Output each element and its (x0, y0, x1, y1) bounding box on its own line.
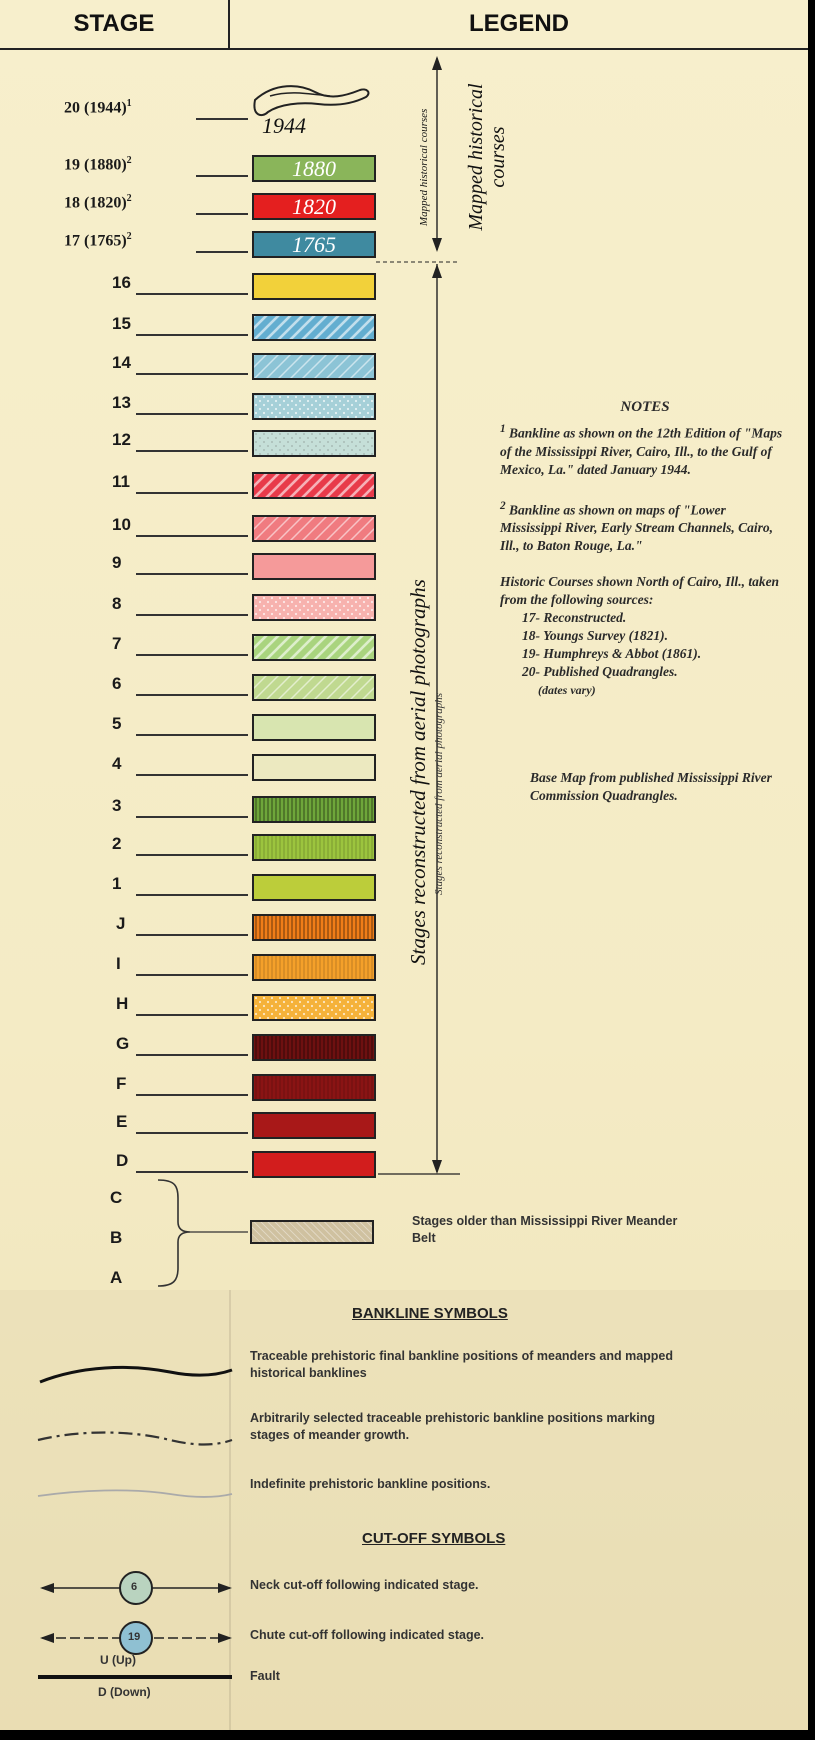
chute-stage-number: 19 (128, 1631, 141, 1643)
stage-label: 15 (112, 314, 131, 333)
stage-label: E (116, 1112, 128, 1131)
stages-reconstructed-label: Stages reconstructed from aerial photographs (406, 579, 430, 965)
legend-column-header: LEGEND (230, 0, 808, 50)
stage-footnote-marker: 1 (126, 98, 132, 109)
notes-block (500, 398, 790, 805)
older-stages-brace (158, 1180, 190, 1286)
source-20: 20- Published Quadrangles. (522, 664, 678, 679)
stage-label: 2 (112, 834, 122, 853)
cutoff-symbols-title: CUT-OFF SYMBOLS (362, 1530, 506, 1547)
sources-tail: (dates vary) (538, 683, 596, 697)
stage-footnote-marker: 2 (126, 193, 132, 204)
stage-footnote-marker: 2 (126, 155, 132, 166)
stage-column-header: STAGE (0, 0, 230, 50)
stage-label: B (110, 1228, 123, 1247)
stage-label: I (116, 954, 121, 973)
neck-stage-number: 6 (131, 1581, 138, 1593)
stage-label: 5 (112, 714, 122, 733)
stage-label: 8 (112, 594, 122, 613)
stage-label: 11 (112, 472, 130, 491)
stage-label: 18 $(1820)^2$ (64, 193, 132, 212)
stage-label: 7 (112, 634, 122, 653)
mapped-range-arrow-bottom (432, 238, 442, 252)
fault-up-label: U (Up) (100, 1653, 136, 1667)
stage-label: 13 (112, 393, 131, 412)
stage-label: 17 $(1765)^2$ (64, 231, 132, 250)
bankline-1944-year: 1944 (262, 113, 306, 138)
stage-label: 9 (112, 553, 122, 572)
note-1-marker: 1 (500, 423, 506, 435)
note-2-marker: 2 (500, 499, 506, 512)
source-18: 18- Youngs Survey (1821). (522, 628, 669, 643)
historic-intro: Historic Courses shown North of Cairo, Ill., taken from the following sources: (500, 574, 780, 607)
bankline-indefinite-text: Indefinite prehistoric bankline positions. (250, 1477, 491, 1491)
stage-label: A (110, 1268, 123, 1287)
bankline-1944-inner (270, 93, 330, 96)
mapped-courses-label: Mapped historical courses (465, 83, 509, 231)
note-2 (500, 497, 790, 556)
source-19: 19- Humphreys & Abbot (1861). (522, 646, 702, 661)
stage-label: G (116, 1034, 130, 1053)
base-map-note: Base Map from published Mississippi River Commission Quadrangles. (530, 770, 772, 803)
chute-cutoff-text: Chute cut-off following indicated stage. (250, 1628, 485, 1642)
stage-label: 12 (112, 430, 131, 449)
bankline-arbitrary-text: Arbitrarily selected traceable prehistoric bankline positions marking stages of meander growth. (250, 1411, 655, 1442)
stage-label: 16 (112, 273, 131, 292)
note-2-text: Bankline as shown on maps of "Lower Mississippi River, Early Stream Channels, Cairo, Ill., to Baton Rouge, La." (500, 502, 774, 553)
stage-label: J (116, 914, 126, 933)
swatch-year-label: 1820 (292, 193, 336, 219)
mapped-courses-small-label: Mapped historical courses (418, 108, 430, 226)
bankline-final-text: Traceable prehistoric final bankline positions of meanders and mapped historical banklines (250, 1349, 674, 1380)
stage-label: 10 (112, 515, 131, 534)
stage-label: 19 $(1880)^2$ (64, 155, 132, 174)
neck-cutoff-text: Neck cut-off following indicated stage. (250, 1578, 479, 1592)
notes-title: NOTES (620, 399, 670, 415)
stages-range-arrow-top (432, 264, 442, 278)
stage-label: D (116, 1151, 129, 1170)
stage-label: 1 (112, 874, 122, 893)
swatch-year-label: 1880 (292, 155, 336, 181)
bankline-1944-symbol (254, 86, 368, 115)
source-17: 17- Reconstructed. (522, 610, 627, 625)
stage-footnote-marker: 2 (126, 231, 132, 242)
fault-text: Fault (250, 1669, 280, 1683)
stage-label: 20 $(1944)^1$ (64, 98, 132, 117)
stages-range-arrow-bottom (432, 1160, 442, 1174)
bankline-symbols-title: BANKLINE SYMBOLS (352, 1305, 508, 1322)
stage-label: 14 (112, 353, 131, 372)
note-1-text: Bankline as shown on the 12th Edition of "Maps of the Mississippi River, Cairo, Ill., to the Gulf of Mexico, La." dated January 1944. (500, 425, 783, 477)
stage-label: 4 (112, 754, 122, 773)
stages-reconstructed-small-label: Stages reconstructed from aerial photographs (433, 692, 445, 895)
fault-down-label: D (Down) (98, 1685, 151, 1699)
mapped-range-arrow-top (432, 56, 442, 70)
note-1 (500, 420, 790, 479)
stage-label: F (116, 1074, 127, 1093)
stage-label: 3 (112, 796, 122, 815)
stage-label: H (116, 994, 129, 1013)
older-stages-text: Stages older than Mississippi River Meander Belt (412, 1214, 678, 1245)
swatch-year-label: 1765 (292, 231, 336, 257)
stage-label: 6 (112, 674, 122, 693)
stage-label: C (110, 1188, 123, 1207)
